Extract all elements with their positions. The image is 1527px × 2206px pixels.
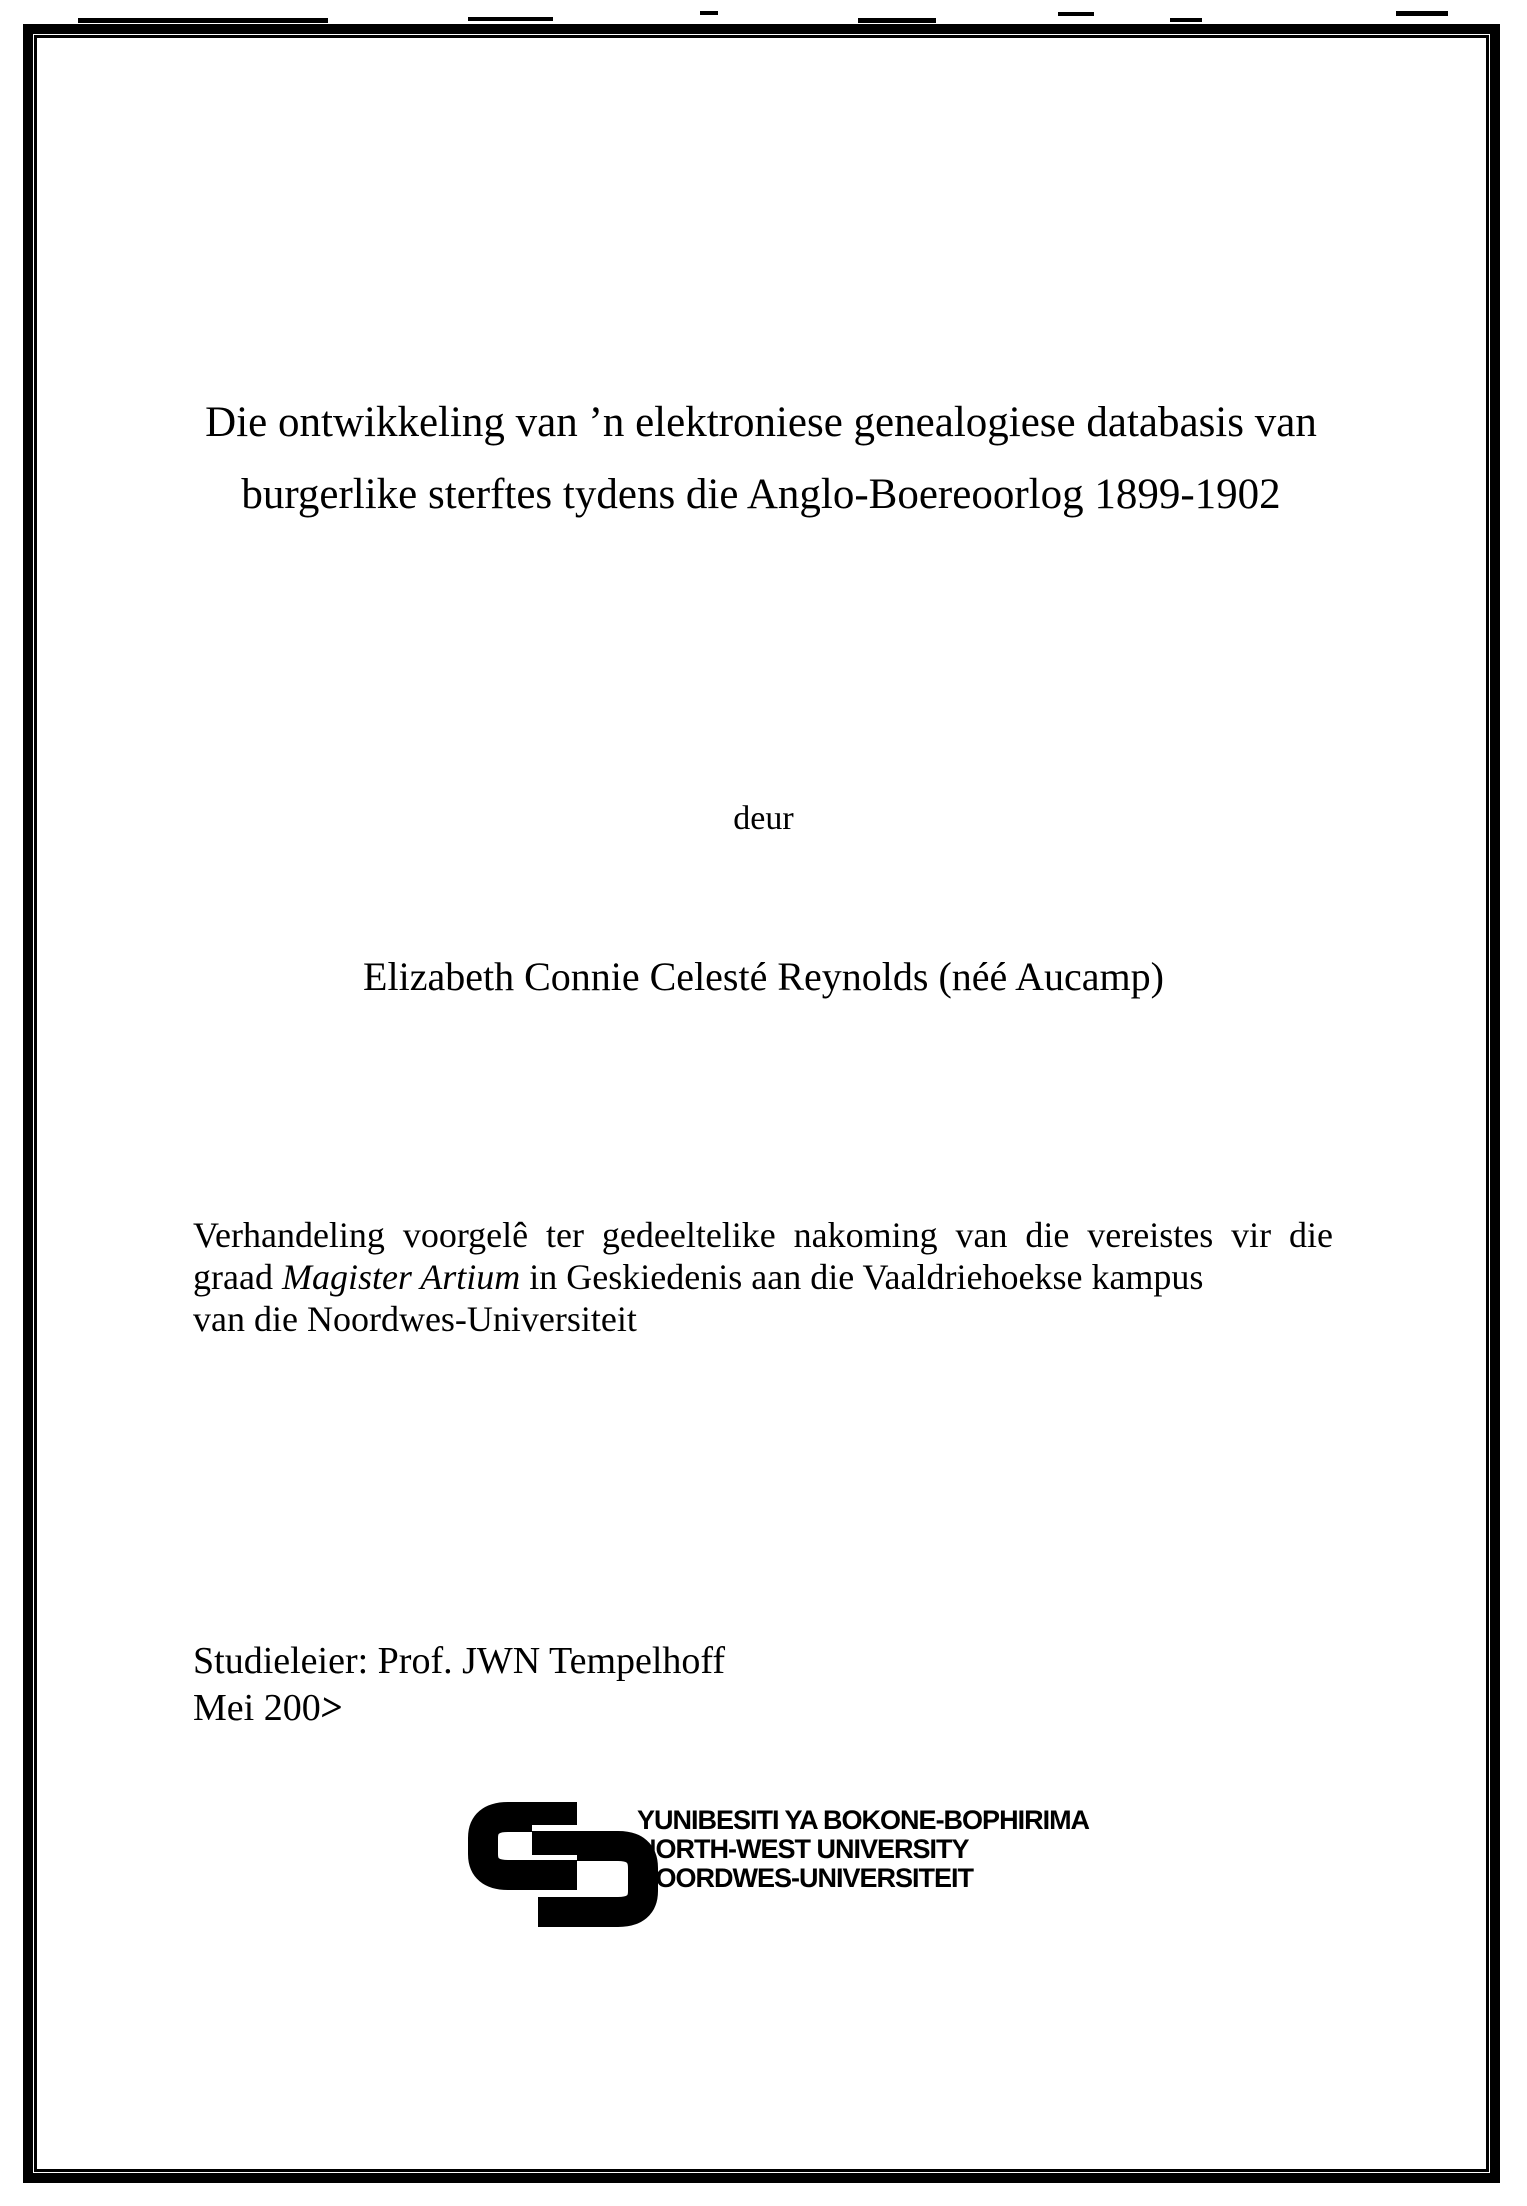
byline-deur: deur [733,800,794,837]
supervisor-block [193,1638,725,1732]
degree-statement-line3: van die Noordwes-Universiteit [193,1299,637,1339]
university-logo-text [637,1806,1089,1893]
university-name-english: NORTH-WEST UNIVERSITY [637,1834,969,1864]
degree-name-italic: Magister Artium [281,1257,521,1297]
scan-artifact [1170,18,1202,22]
scan-artifact [858,18,936,23]
supervisor-line: Studieleier: Prof. JWN Tempelhoff [193,1640,726,1682]
date-line [193,1685,725,1732]
degree-statement-line2 [193,1256,1333,1298]
degree-statement [193,1214,1333,1340]
thesis-title-line2: burgerlike sterftes tydens die Anglo-Boereoorlog 1899-1902 [241,471,1281,518]
nwu-chain-link-icon [468,1802,658,1927]
thesis-title-line1: Die ontwikkeling van ’n elektroniese genealogiese databasis van [205,399,1317,446]
scan-artifact [78,18,328,23]
author-name: Elizabeth Connie Celesté Reynolds (néé Aucamp) [363,954,1164,999]
scan-artifact [1396,11,1448,16]
degree-statement-line2-post: in Geskiedenis aan die Vaaldriehoekse kampus [520,1257,1204,1297]
scan-artifact [468,17,553,21]
date-text: Mei 200 [193,1687,321,1729]
university-logo [468,1800,1090,1930]
degree-statement-line2-pre: graad [193,1257,282,1297]
scan-artifact [1058,12,1094,16]
scan-artifact [700,11,718,15]
date-final-glyph: > [318,1685,345,1731]
university-name-setswana: YUNIBESITI YA BOKONE-BOPHIRIMA [637,1805,1090,1835]
university-name-afrikaans: NOORDWES-UNIVERSITEIT [637,1863,974,1893]
degree-statement-line1: Verhandeling voorgelê ter gedeeltelike nakoming van die vereistes vir die [193,1215,1333,1255]
